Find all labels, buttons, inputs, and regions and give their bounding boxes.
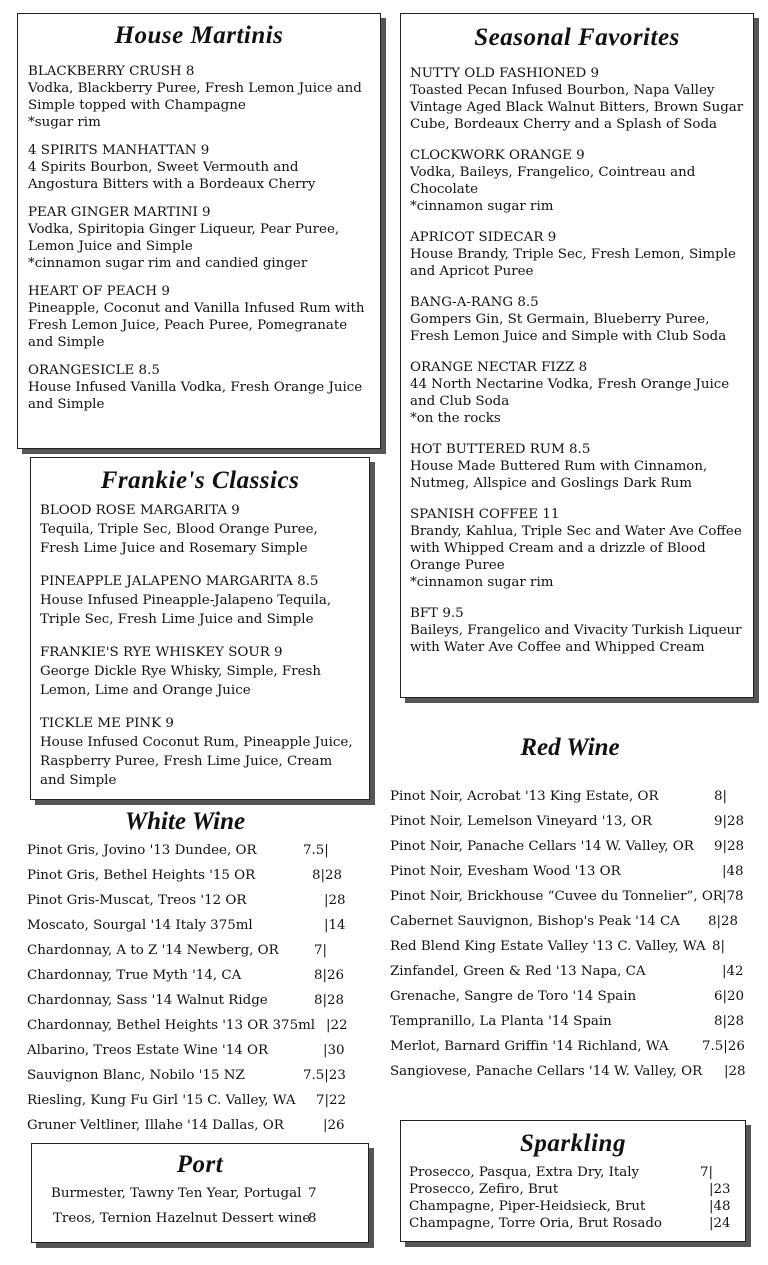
wine-price: |14 bbox=[324, 918, 346, 933]
wine-name: Gruner Veltliner, Illahe '14 Dallas, OR bbox=[27, 1118, 284, 1133]
item-note: *sugar rim bbox=[28, 115, 101, 130]
wine-name: Zinfandel, Green & Red '13 Napa, CA bbox=[390, 964, 646, 979]
wine-price: 7 bbox=[308, 1186, 317, 1201]
wine-price: 8| bbox=[714, 789, 728, 804]
seasonal-item bbox=[410, 229, 744, 280]
item-name: SPANISH COFFEE 11 bbox=[410, 507, 560, 522]
wine-name: Pinot Gris, Jovino '13 Dundee, OR bbox=[27, 843, 257, 858]
wine-row bbox=[27, 1117, 345, 1134]
item-desc: Vodka, Baileys, Frangelico, Cointreau and Chocolate bbox=[410, 165, 696, 197]
wine-name: Chardonnay, A to Z '14 Newberg, OR bbox=[27, 943, 279, 958]
wine-row bbox=[27, 1042, 345, 1059]
wine-name: Chardonnay, Bethel Heights '13 OR 375ml bbox=[27, 1018, 316, 1033]
item-name: FRANKIE'S RYE WHISKEY SOUR 9 bbox=[40, 645, 283, 660]
wine-row bbox=[390, 1063, 746, 1080]
seasonal-item bbox=[410, 506, 744, 591]
item-name: 4 SPIRITS MANHATTAN 9 bbox=[28, 143, 210, 158]
item-name: BLOOD ROSE MARGARITA 9 bbox=[40, 503, 240, 518]
item-desc: Baileys, Frangelico and Vivacity Turkish Liqueur with Water Ave Coffee and Whipped Cream bbox=[410, 623, 742, 655]
item-desc: Toasted Pecan Infused Bourbon, Napa Valley Vintage Aged Black Walnut Bitters, Brown Sugar Cube, Bordeaux Cherry and a Splash of Soda bbox=[410, 83, 744, 132]
wine-name: Burmester, Tawny Ten Year, Portugal bbox=[51, 1186, 302, 1201]
martini-item bbox=[28, 142, 370, 193]
wine-price: |26 bbox=[323, 1118, 345, 1133]
wine-price: 8 bbox=[308, 1211, 317, 1226]
item-name: PINEAPPLE JALAPENO MARGARITA 8.5 bbox=[40, 574, 319, 589]
wine-price: 9|28 bbox=[714, 814, 745, 829]
item-name: BFT 9.5 bbox=[410, 606, 464, 621]
wine-name: Red Blend King Estate Valley '13 C. Valley, WA bbox=[390, 939, 706, 954]
item-name: CLOCKWORK ORANGE 9 bbox=[410, 148, 585, 163]
wine-row bbox=[390, 838, 745, 855]
wine-name: Merlot, Barnard Griffin '14 Richland, WA bbox=[390, 1039, 669, 1054]
item-desc: 4 Spirits Bourbon, Sweet Vermouth and Angostura Bitters with a Bordeaux Cherry bbox=[28, 160, 316, 192]
item-name: TICKLE ME PINK 9 bbox=[40, 716, 174, 731]
wine-price: |24 bbox=[709, 1216, 731, 1231]
wine-row bbox=[53, 1210, 317, 1227]
item-desc: Gompers Gin, St Germain, Blueberry Puree, Fresh Lemon Juice and Simple with Club Soda bbox=[410, 312, 727, 344]
wine-row bbox=[390, 888, 744, 905]
wine-row bbox=[409, 1164, 714, 1181]
martini-item bbox=[28, 204, 370, 272]
wine-row bbox=[27, 892, 346, 909]
frankies-classics-box bbox=[30, 457, 370, 800]
item-desc: George Dickle Rye Whisky, Simple, Fresh Lemon, Lime and Orange Juice bbox=[40, 664, 322, 698]
classic-item bbox=[40, 714, 360, 790]
seasonal-item bbox=[410, 605, 744, 656]
item-name: BLACKBERRY CRUSH 8 bbox=[28, 64, 195, 79]
wine-price: 7.5| bbox=[303, 843, 329, 858]
wine-price: |30 bbox=[323, 1043, 345, 1058]
wine-price: 9|28 bbox=[714, 839, 745, 854]
wine-row bbox=[27, 842, 329, 859]
item-name: HEART OF PEACH 9 bbox=[28, 284, 170, 299]
wine-price: 8| bbox=[712, 939, 726, 954]
seasonal-item bbox=[410, 294, 744, 345]
wine-price: 7.5|26 bbox=[702, 1039, 745, 1054]
wine-row bbox=[27, 992, 345, 1009]
wine-name: Tempranillo, La Planta '14 Spain bbox=[390, 1014, 612, 1029]
wine-name: Cabernet Sauvignon, Bishop's Peak '14 CA bbox=[390, 914, 680, 929]
sparkling-box bbox=[400, 1120, 746, 1242]
item-name: APRICOT SIDECAR 9 bbox=[410, 230, 557, 245]
wine-price: 8|28 bbox=[314, 993, 345, 1008]
wine-price: 7.5|23 bbox=[303, 1068, 346, 1083]
item-desc: Tequila, Triple Sec, Blood Orange Puree, Fresh Lime Juice and Rosemary Simple bbox=[40, 522, 318, 556]
wine-name: Sangiovese, Panache Cellars '14 W. Valley, OR bbox=[390, 1064, 703, 1079]
seasonal-favorites-title: Seasonal Favorites bbox=[474, 24, 680, 51]
item-name: ORANGE NECTAR FIZZ 8 bbox=[410, 360, 588, 375]
wine-name: Pinot Noir, Brickhouse “Cuvee du Tonnelier”, OR bbox=[390, 889, 723, 904]
wine-price: 7| bbox=[314, 943, 328, 958]
wine-name: Pinot Gris-Muscat, Treos '12 OR bbox=[27, 893, 247, 908]
wine-name: Pinot Noir, Evesham Wood '13 OR bbox=[390, 864, 621, 879]
red-wine-title: Red Wine bbox=[520, 734, 620, 761]
wine-price: 8|28 bbox=[714, 1014, 745, 1029]
item-note: *cinnamon sugar rim bbox=[410, 199, 554, 214]
wine-price: 8|26 bbox=[314, 968, 345, 983]
martini-item bbox=[28, 362, 370, 413]
martini-item bbox=[28, 283, 370, 351]
wine-name: Sauvignon Blanc, Nobilo '15 NZ bbox=[27, 1068, 245, 1083]
item-desc: Brandy, Kahlua, Triple Sec and Water Ave Coffee with Whipped Cream and a drizzle of Blood Orange Puree bbox=[410, 524, 742, 573]
seasonal-favorites-box bbox=[400, 13, 754, 698]
port-title: Port bbox=[176, 1151, 224, 1178]
wine-row bbox=[27, 942, 328, 959]
classic-item bbox=[40, 501, 360, 558]
frankies-classics-title: Frankie's Classics bbox=[100, 467, 300, 494]
wine-name: Prosecco, Pasqua, Extra Dry, Italy bbox=[409, 1165, 640, 1180]
item-name: NUTTY OLD FASHIONED 9 bbox=[410, 66, 599, 81]
house-martinis-box bbox=[17, 13, 381, 449]
wine-row bbox=[409, 1181, 731, 1198]
wine-row bbox=[390, 938, 726, 955]
item-note: *cinnamon sugar rim bbox=[410, 575, 554, 590]
wine-row bbox=[27, 867, 343, 884]
wine-name: Albarino, Treos Estate Wine '14 OR bbox=[27, 1043, 269, 1058]
wine-row bbox=[390, 913, 739, 930]
wine-row bbox=[409, 1198, 731, 1215]
port-box bbox=[31, 1143, 369, 1243]
wine-name: Grenache, Sangre de Toro '14 Spain bbox=[390, 989, 637, 1004]
wine-row bbox=[27, 1017, 348, 1034]
wine-name: Treos, Ternion Hazelnut Dessert wine bbox=[53, 1211, 311, 1226]
wine-row bbox=[409, 1215, 731, 1232]
wine-row bbox=[27, 1067, 346, 1084]
item-note: *on the rocks bbox=[410, 411, 501, 426]
seasonal-item bbox=[410, 65, 744, 133]
wine-name: Chardonnay, True Myth '14, CA bbox=[27, 968, 242, 983]
seasonal-item bbox=[410, 147, 744, 215]
wine-row bbox=[390, 963, 744, 980]
seasonal-item bbox=[410, 359, 744, 427]
wine-price: |28 bbox=[324, 893, 346, 908]
item-desc: Vodka, Blackberry Puree, Fresh Lemon Juice and Simple topped with Champagne bbox=[28, 81, 362, 113]
wine-price: |78 bbox=[722, 889, 744, 904]
wine-row bbox=[390, 1038, 745, 1055]
wine-name: Riesling, Kung Fu Girl '15 C. Valley, WA bbox=[27, 1093, 296, 1108]
wine-name: Pinot Gris, Bethel Heights '15 OR bbox=[27, 868, 256, 883]
wine-row bbox=[390, 988, 745, 1005]
item-desc: 44 North Nectarine Vodka, Fresh Orange Juice and Club Soda bbox=[410, 377, 730, 409]
item-name: ORANGESICLE 8.5 bbox=[28, 363, 160, 378]
wine-name: Pinot Noir, Acrobat '13 King Estate, OR bbox=[390, 789, 659, 804]
wine-price: |22 bbox=[326, 1018, 348, 1033]
item-note: *cinnamon sugar rim and candied ginger bbox=[28, 256, 308, 271]
wine-row bbox=[390, 788, 728, 805]
sparkling-title: Sparkling bbox=[520, 1130, 626, 1157]
wine-name: Champagne, Piper-Heidsieck, Brut bbox=[409, 1199, 646, 1214]
wine-price: |28 bbox=[724, 1064, 746, 1079]
wine-row bbox=[27, 1092, 347, 1109]
item-desc: House Brandy, Triple Sec, Fresh Lemon, Simple and Apricot Puree bbox=[410, 247, 736, 279]
wine-price: |23 bbox=[709, 1182, 731, 1197]
wine-price: 7| bbox=[700, 1165, 714, 1180]
house-martinis-title: House Martinis bbox=[114, 22, 284, 49]
wine-name: Pinot Noir, Lemelson Vineyard '13, OR bbox=[390, 814, 652, 829]
item-desc: House Infused Vanilla Vodka, Fresh Orange Juice and Simple bbox=[28, 380, 363, 412]
classic-item bbox=[40, 572, 360, 629]
wine-name: Moscato, Sourgal '14 Italy 375ml bbox=[27, 918, 253, 933]
item-desc: House Infused Pineapple-Jalapeno Tequila, Triple Sec, Fresh Lime Juice and Simple bbox=[40, 593, 332, 627]
item-name: PEAR GINGER MARTINI 9 bbox=[28, 205, 211, 220]
wine-name: Chardonnay, Sass '14 Walnut Ridge bbox=[27, 993, 268, 1008]
wine-name: Prosecco, Zefiro, Brut bbox=[409, 1182, 559, 1197]
wine-row bbox=[390, 1013, 745, 1030]
classic-item bbox=[40, 643, 360, 700]
item-name: BANG-A-RANG 8.5 bbox=[410, 295, 539, 310]
wine-row bbox=[390, 863, 744, 880]
wine-name: Champagne, Torre Oria, Brut Rosado bbox=[409, 1216, 662, 1231]
martini-item bbox=[28, 63, 370, 131]
wine-row bbox=[51, 1185, 317, 1202]
item-desc: House Infused Coconut Rum, Pineapple Juice, Raspberry Puree, Fresh Lime Juice, Cream and Simple bbox=[40, 735, 353, 788]
wine-price: |48 bbox=[722, 864, 744, 879]
item-name: HOT BUTTERED RUM 8.5 bbox=[410, 442, 591, 457]
wine-price: |48 bbox=[709, 1199, 731, 1214]
wine-row bbox=[390, 813, 745, 830]
wine-row bbox=[27, 917, 346, 934]
item-desc: Pineapple, Coconut and Vanilla Infused Rum with Fresh Lemon Juice, Peach Puree, Pomegranate and Simple bbox=[28, 301, 365, 350]
wine-price: |42 bbox=[722, 964, 744, 979]
wine-price: 7|22 bbox=[316, 1093, 347, 1108]
item-desc: Vodka, Spiritopia Ginger Liqueur, Pear Puree, Lemon Juice and Simple bbox=[28, 222, 340, 254]
wine-row bbox=[27, 967, 345, 984]
wine-price: 8|28 bbox=[708, 914, 739, 929]
white-wine-title: White Wine bbox=[124, 808, 246, 835]
item-desc: House Made Buttered Rum with Cinnamon, Nutmeg, Allspice and Goslings Dark Rum bbox=[410, 459, 708, 491]
wine-name: Pinot Noir, Panache Cellars '14 W. Valley, OR bbox=[390, 839, 694, 854]
wine-price: 8|28 bbox=[312, 868, 343, 883]
wine-price: 6|20 bbox=[714, 989, 745, 1004]
seasonal-item bbox=[410, 441, 744, 492]
